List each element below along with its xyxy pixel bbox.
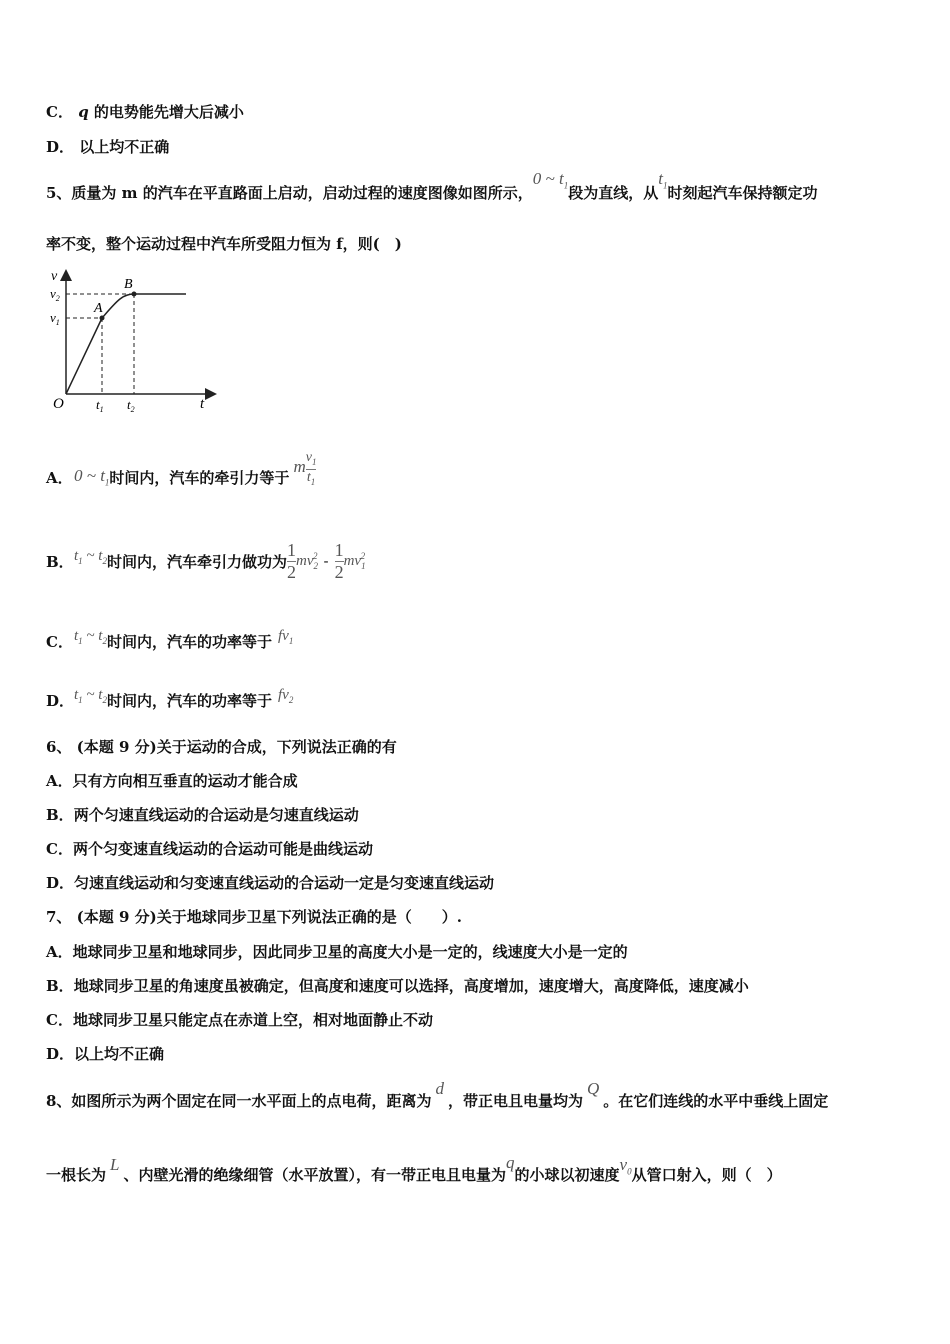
option-text: 时间内，汽车的牵引力等于: [109, 468, 290, 487]
q5-option-a: [46, 450, 317, 499]
math-q: q: [506, 1153, 515, 1172]
math-range: 0 ~ $t_1$: [532, 169, 569, 191]
math-fv1: $fv_1$: [277, 628, 294, 646]
option-text: 的电势能先增大后减小: [93, 103, 244, 121]
q7-option-b: B．地球同步卫星的角速度虽被确定，但高度和速度可以选择，高度增加，速度增大，高度降低，速度减小: [46, 977, 749, 995]
label-v2: $v_2$: [50, 286, 60, 303]
math-v0: $v_0$: [619, 1155, 632, 1177]
option-label: C．: [46, 103, 73, 121]
q4-option-d: [46, 136, 169, 157]
label-t: t: [200, 396, 205, 412]
math-range-a: 0 ~ $t_1$: [74, 466, 110, 488]
math-t1-t2: $t_1$ ~ $t_2$: [74, 548, 107, 566]
q6-option-d: D．匀速直线运动和匀变速直线运动的合运动一定是匀变速直线运动: [46, 874, 495, 892]
linear-segment: [66, 318, 102, 394]
math-t1-t2: $t_1$ ~ $t_2$: [74, 628, 107, 646]
option-label: D．: [46, 138, 75, 156]
option-text: 时间内，汽车牵引力做功为: [106, 552, 287, 571]
velocity-time-graph: [46, 266, 226, 416]
label-t1: $t_1$: [96, 397, 104, 414]
point-a: [100, 316, 105, 321]
point-b: [132, 292, 137, 297]
q5-stem-line2: 率不变，整个运动过程中汽车所受阻力恒为 f，则( ): [46, 235, 402, 253]
q7-option-d: D．以上均不正确: [46, 1045, 165, 1063]
q5-stem-text-b: 段为直线，从: [568, 184, 659, 202]
q8-stem-line1: 8、如图所示为两个固定在同一水平面上的点电荷，距离为d，带正电且电量均为Q。在它们连线的水平中垂线上固定: [46, 1079, 829, 1110]
q7-stem: 7、 (本题 9 分)关于地球同步卫星下列说法正确的是（ ）.: [46, 908, 462, 926]
minus-sign: -: [323, 552, 329, 570]
q6-stem: 6、 (本题 9 分)关于运动的合成，下列说法正确的有: [46, 738, 397, 756]
option-label: B．: [46, 552, 74, 571]
label-t2: $t_2$: [127, 397, 135, 414]
fraction-half-1: $\frac{1}{2}$: [286, 539, 296, 582]
q4-option-c: [46, 101, 244, 122]
math-d: d: [435, 1079, 444, 1098]
option-text: 时间内，汽车的功率等于: [106, 691, 272, 710]
q5-stem-text: 5、质量为 m 的汽车在平直路面上启动，启动过程的速度图像如图所示，: [46, 184, 533, 202]
label-a: A: [94, 301, 103, 316]
q6-option-c: C．两个匀变速直线运动的合运动可能是曲线运动: [46, 840, 373, 858]
math-Q: Q: [586, 1079, 600, 1098]
q8-stem-line2: 一根长为L、内壁光滑的绝缘细管（水平放置），有一带正电且电量为q的小球以初速度$v_0$从管口射入，则（ ）: [46, 1153, 782, 1184]
math-mv1-squared: $mv_1^2$: [343, 551, 366, 571]
q5-option-b: [46, 536, 365, 586]
option-text: 时间内，汽车的功率等于: [106, 632, 272, 651]
label-v1: $v_1$: [50, 310, 60, 327]
math-t1-t2: $t_1$ ~ $t_2$: [74, 687, 107, 705]
q5-stem-text-c: 时刻起汽车保持额定功: [667, 184, 818, 202]
q6-option-b: B．两个匀速直线运动的合运动是匀速直线运动: [46, 806, 359, 824]
math-L: L: [110, 1155, 120, 1174]
fraction-half-2: $\frac{1}{2}$: [334, 539, 344, 582]
curve-segment: [102, 294, 134, 318]
q7-option-c: C．地球同步卫星只能定点在赤道上空，相对地面静止不动: [46, 1011, 433, 1029]
label-b: B: [124, 277, 133, 292]
option-text: 以上均不正确: [79, 138, 170, 156]
q7-option-a: A．地球同步卫星和地球同步，因此同步卫星的高度大小是一定的，线速度大小是一定的: [46, 943, 628, 961]
q5-option-d: [46, 683, 293, 717]
math-fv2: $fv_2$: [277, 687, 294, 705]
math-t1: $t_1$: [658, 169, 668, 191]
label-v: v: [51, 269, 58, 284]
label-origin: O: [53, 396, 64, 412]
q5-stem-line1: [46, 169, 818, 204]
option-label: D．: [46, 691, 75, 710]
charge-q: q: [78, 103, 89, 121]
option-label: C．: [46, 632, 73, 651]
math-m: m: [293, 457, 306, 476]
q5-option-c: [46, 624, 293, 658]
q6-option-a: A．只有方向相互垂直的运动才能合成: [46, 772, 298, 790]
option-label: A．: [46, 468, 73, 487]
fraction-v1-over-t1: $\frac{v_1}{t_1}$: [305, 450, 317, 487]
math-mv2-squared: $mv_2^2$: [295, 551, 318, 571]
